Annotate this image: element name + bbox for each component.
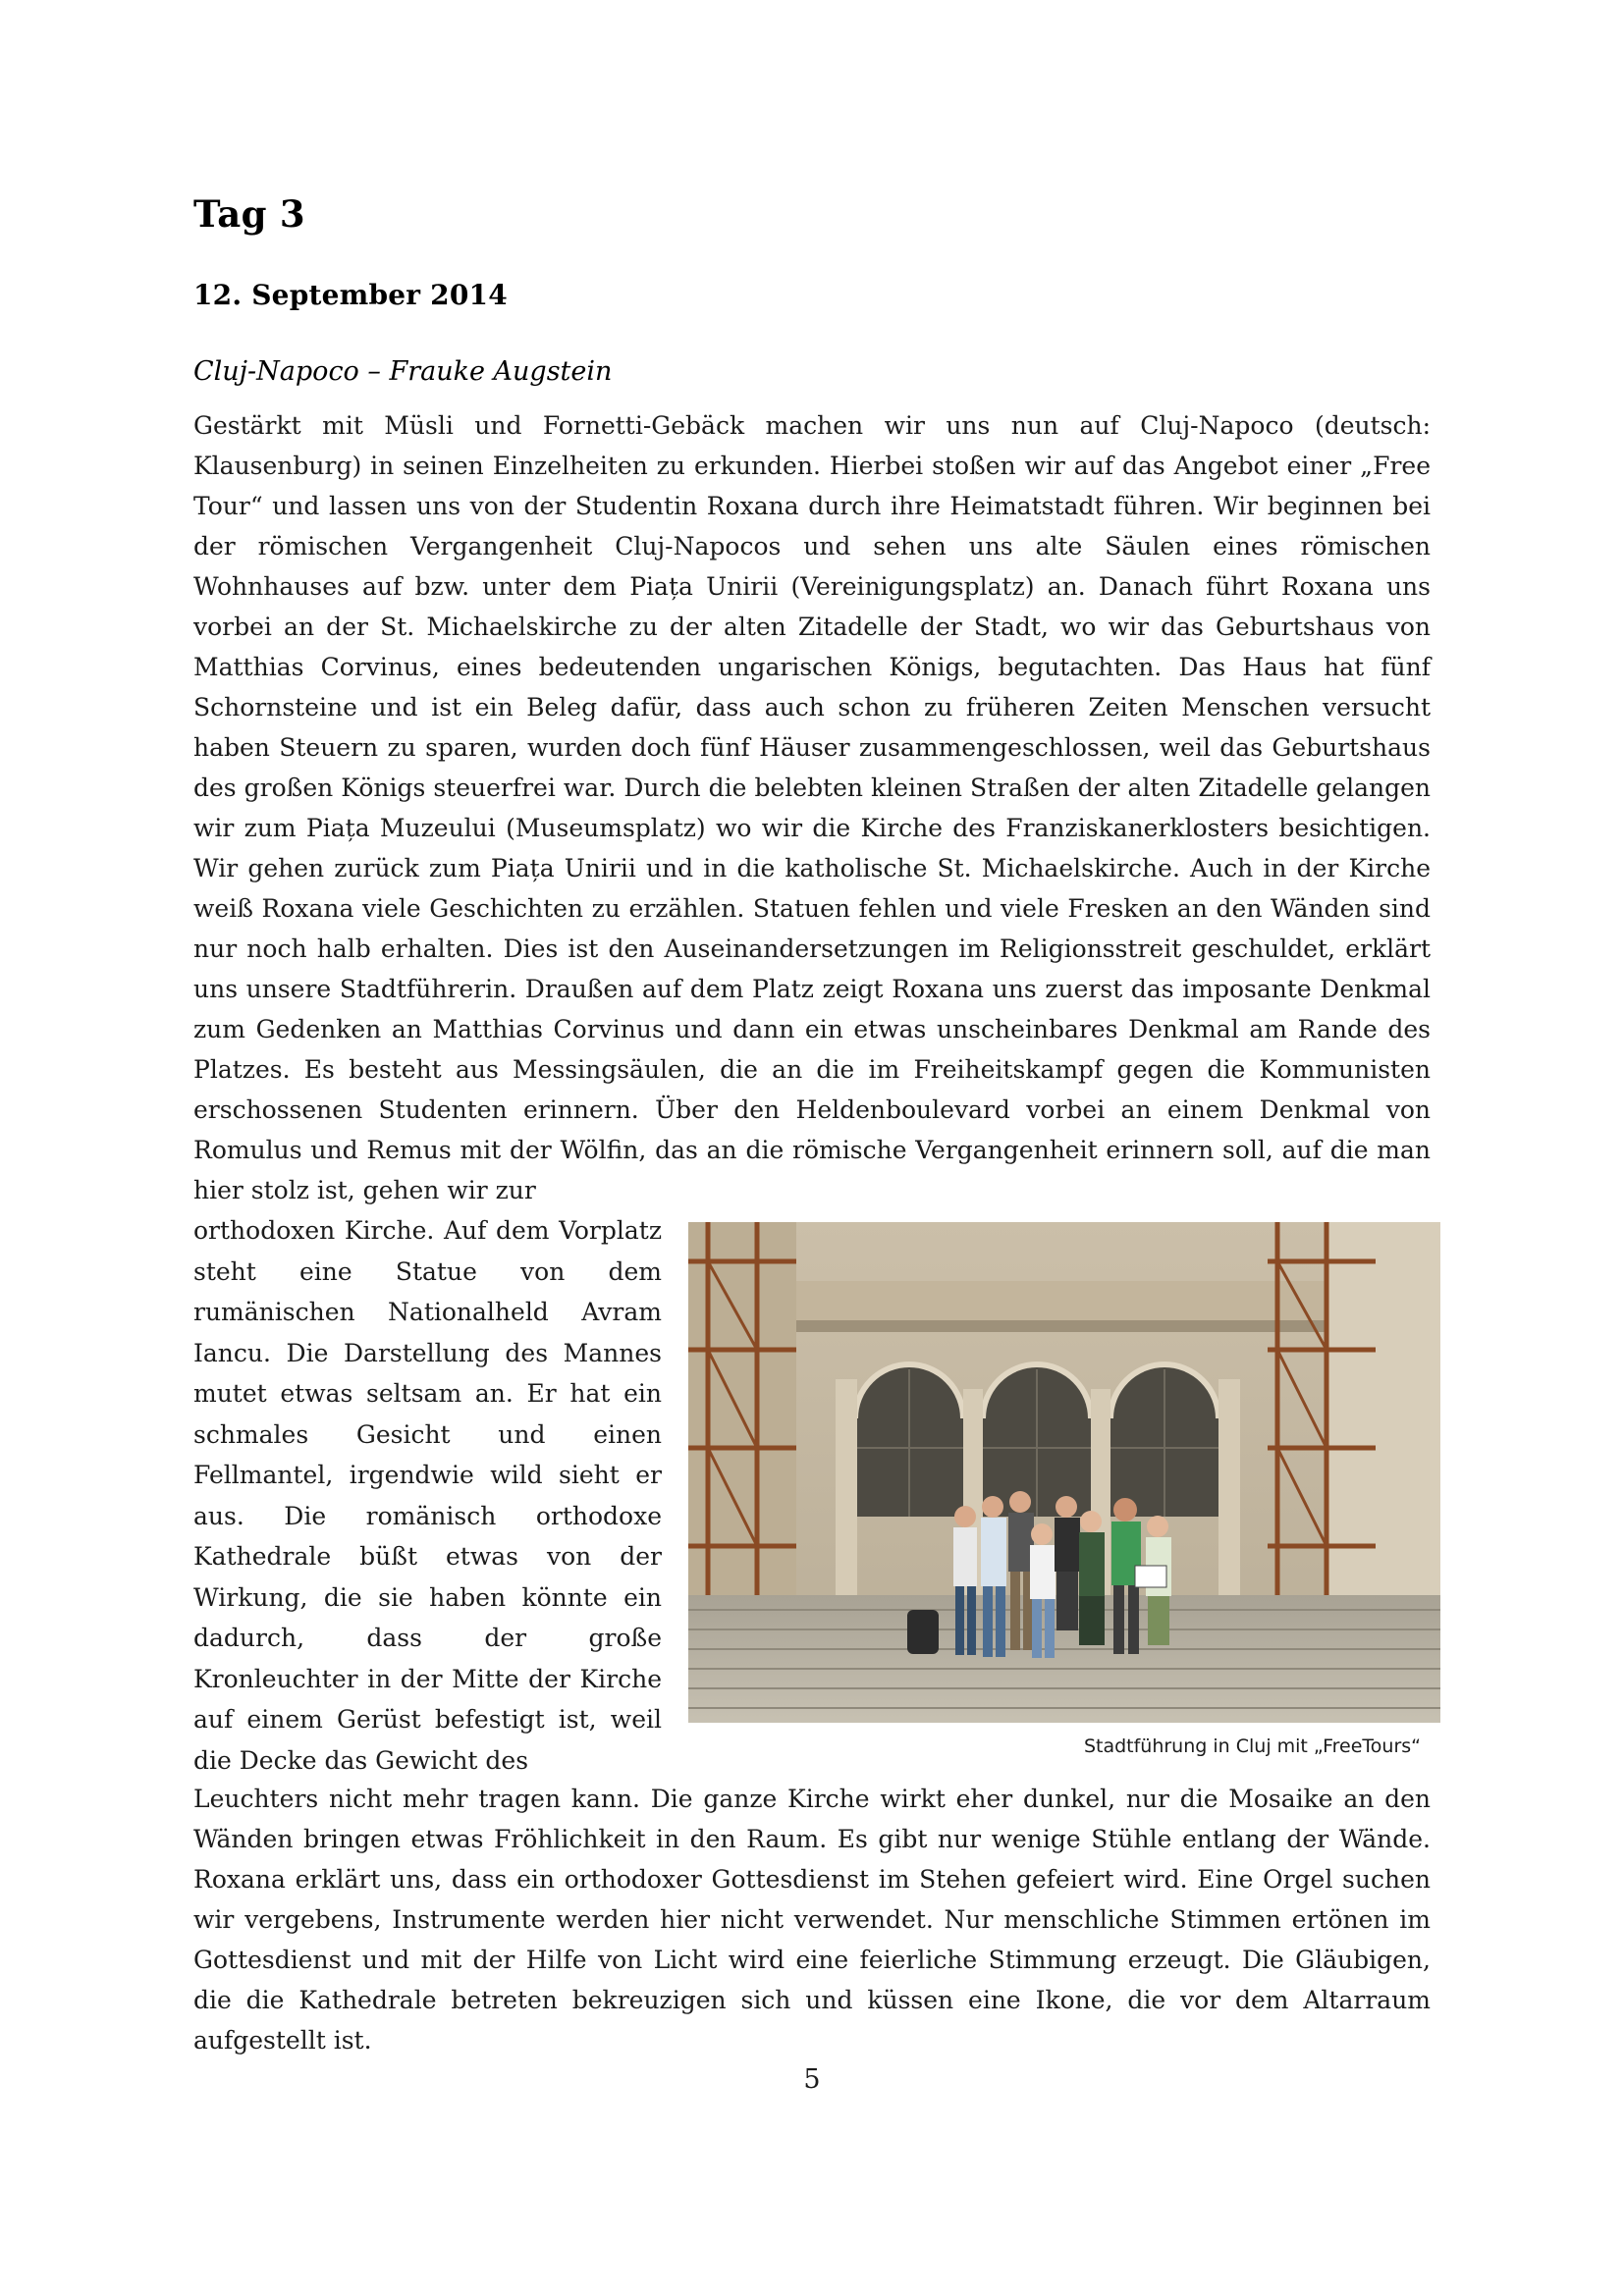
- group-photo: [688, 1222, 1440, 1723]
- photo-caption-text: Stadtführung in Cluj mit „FreeTours“: [1083, 1735, 1421, 1757]
- section-subtitle: Cluj-Napoco – Frauke Augstein: [193, 356, 613, 387]
- page-number: 5: [803, 2064, 821, 2095]
- body-paragraph-1: Gestärkt mit Müsli und Fornetti-Gebäck machen wir uns nun auf Cluj-Napoco (deutsch: Klausenburg) in seinen Einzelheiten zu erkunden. Hierbei stoßen wir auf das Angebot einer „Free Tour“ und lassen uns von der Studentin Roxana durch ihre Heimatstadt führen. Wir beginnen bei der römischen Vergangenheit Cluj-Napocos und sehen uns alte Säulen eines römischen Wohnhauses auf bzw. unter dem Piața Unirii (Vereinigungsplatz) an. Danach führt Roxana uns vorbei an der St. Michaelskirche zu der alten Zitadelle der Stadt, wo wir das Geburtshaus von Matthias Corvinus, eines bedeutenden ungarischen Königs, begutachten. Das Haus hat fünf Schornsteine und ist ein Beleg dafür, dass auch schon zu früheren Zeiten Menschen versucht haben Steuern zu sparen, wurden doch fünf Häuser zusammengeschlossen, weil das Geburtshaus des großen Königs steuerfrei war. Durch die belebten kleinen Straßen der alten Zitadelle gelangen wir zum Piața Muzeului (Museumsplatz) wo wir die Kirche des Franziskanerklosters besichtigen. Wir gehen zurück zum Piața Unirii und in die katholische St. Michaelskirche. Auch in der Kirche weiß Roxana viele Geschichten zu erzählen. Statuen fehlen und viele Fresken an den Wänden sind nur noch halb erhalten. Dies ist den Auseinandersetzungen im Religionsstreit geschuldet, erklärt uns unsere Stadtführerin. Draußen auf dem Platz zeigt Roxana uns zuerst das imposante Denkmal zum Gedenken an Matthias Corvinus und dann ein etwas unscheinbares Denkmal am Rande des Platzes. Es besteht aus Messingsäulen, die an die im Freiheitskampf gegen die Kommunisten erschossenen Studenten erinnern. Über den Heldenboulevard vorbei an einem Denkmal von Romulus und Remus mit der Wölfin, das an die römische Vergangenheit erinnern soll, auf die man hier stolz ist, gehen wir zur: [193, 411, 1431, 1204]
- cathedral-photo-illustration: [688, 1222, 1440, 1723]
- date-heading: 12. September 2014: [193, 279, 508, 311]
- photo-caption: [688, 1735, 1440, 1757]
- text-beside-photo: orthodoxen Kirche. Auf dem Vorplatz steht eine Statue von dem rumänischen Nationalheld Avram Iancu. Die Darstellung des Mannes mutet etwas seltsam an. Er hat ein schmales Gesicht und einen Fellmantel, irgendwie wild sieht er aus. Die romänisch orthodoxe Kathedrale büßt etwas von der Wirkung, die sie haben könnte ein dadurch, dass der große Kronleuchter in der Mitte der Kirche auf einem Gerüst befestigt ist, weil die Decke das Gewicht des: [193, 1216, 662, 1775]
- body-paragraph-2: Leuchters nicht mehr tragen kann. Die ganze Kirche wirkt eher dunkel, nur die Mosaike an den Wänden bringen etwas Fröhlichkeit in den Raum. Es gibt nur wenige Stühle entlang der Wände. Roxana erklärt uns, dass ein orthodoxer Gottesdienst im Stehen gefeiert wird. Eine Orgel suchen wir vergebens, Instrumente werden hier nicht verwendet. Nur menschliche Stimmen ertönen im Gottesdienst und mit der Hilfe von Licht wird eine feierliche Stimmung erzeugt. Die Gläubigen, die die Kathedrale betreten bekreuzigen sich und küssen eine Ikone, die vor dem Altarraum aufgestellt ist.: [193, 1785, 1431, 2055]
- day-heading: Tag 3: [193, 192, 305, 236]
